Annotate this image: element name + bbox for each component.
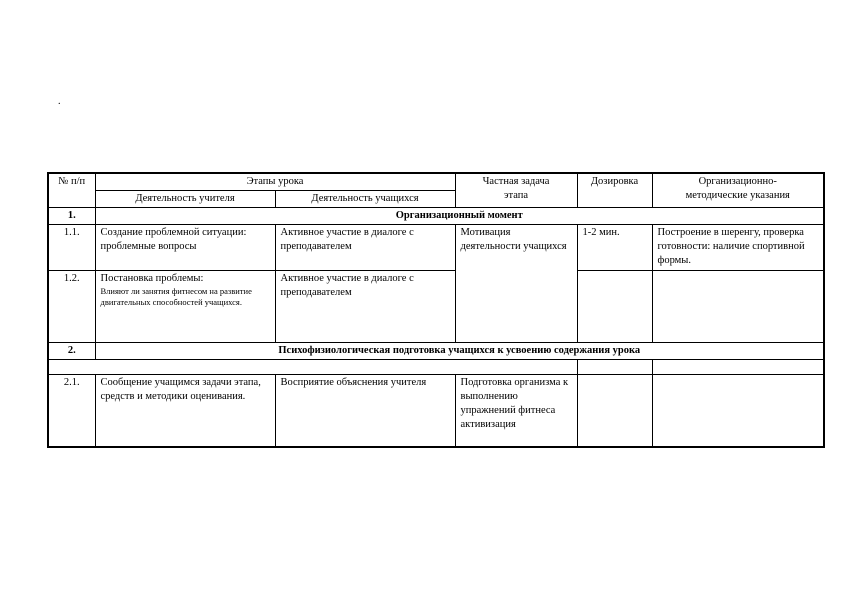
- row-1-2-teacher-main: Постановка проблемы:: [100, 273, 204, 284]
- page-marker: .: [58, 96, 61, 107]
- row-1-2-dosage: [577, 271, 652, 343]
- row-1-1-num: 1.1.: [48, 225, 95, 271]
- header-num: № п/п: [48, 173, 95, 208]
- row-1-task: Мотивация деятельности учащихся: [455, 225, 577, 343]
- header-dosage: Дозировка: [577, 173, 652, 208]
- row-2-1: [48, 375, 824, 447]
- row-1-2-guidance: [652, 271, 824, 343]
- row-2-1-task: Подготовка организма к выполнению упражнений фитнеса активизация: [455, 375, 577, 447]
- section-1-row: [48, 208, 824, 225]
- spacer-cell: [48, 360, 577, 375]
- header-task-line1: Частная задача: [482, 176, 550, 187]
- section-1-num: 1.: [48, 208, 95, 225]
- section-2-num: 2.: [48, 343, 95, 360]
- header-task: [455, 173, 577, 208]
- lesson-plan-table: [47, 172, 825, 448]
- row-1-1-teacher: Создание проблемной ситуации: проблемные вопросы: [95, 225, 275, 271]
- header-guidance: [652, 173, 824, 208]
- row-1-2: [48, 271, 824, 343]
- header-students: Деятельность учащихся: [275, 191, 455, 208]
- row-2-1-num: 2.1.: [48, 375, 95, 447]
- row-2-1-dosage: [577, 375, 652, 447]
- header-row-1: [48, 173, 824, 191]
- header-teacher: Деятельность учителя: [95, 191, 275, 208]
- spacer-dosage: [577, 360, 652, 375]
- row-2-1-guidance: [652, 375, 824, 447]
- row-1-1-students: Активное участие в диалоге с преподавателем: [275, 225, 455, 271]
- spacer-guidance: [652, 360, 824, 375]
- row-1-2-teacher-note: Влияют ли занятия фитнесом на развитие двигательных способностей учащихся.: [100, 286, 252, 307]
- row-1-1-dosage: 1-2 мин.: [577, 225, 652, 271]
- header-task-line2: этапа: [504, 190, 529, 201]
- row-2-1-teacher: Сообщение учащимся задачи этапа, средств и методики оценивания.: [95, 375, 275, 447]
- header-guidance-line2: методические указания: [685, 190, 790, 201]
- row-1-1: [48, 225, 824, 271]
- row-1-2-num: 1.2.: [48, 271, 95, 343]
- section-2-title: Психофизиологическая подготовка учащихся к усвоению содержания урока: [95, 343, 824, 360]
- row-1-2-teacher: [95, 271, 275, 343]
- row-1-1-guidance: Построение в шеренгу, проверка готовности: наличие спортивной формы.: [652, 225, 824, 271]
- row-2-1-students: Восприятие объяснения учителя: [275, 375, 455, 447]
- row-1-2-students: Активное участие в диалоге с преподавателем: [275, 271, 455, 343]
- header-stages: Этапы урока: [95, 173, 455, 191]
- section-1-title: Организационный момент: [95, 208, 824, 225]
- section-2-row: [48, 343, 824, 360]
- header-guidance-line1: Организационно-: [698, 176, 777, 187]
- spacer-row: [48, 360, 824, 375]
